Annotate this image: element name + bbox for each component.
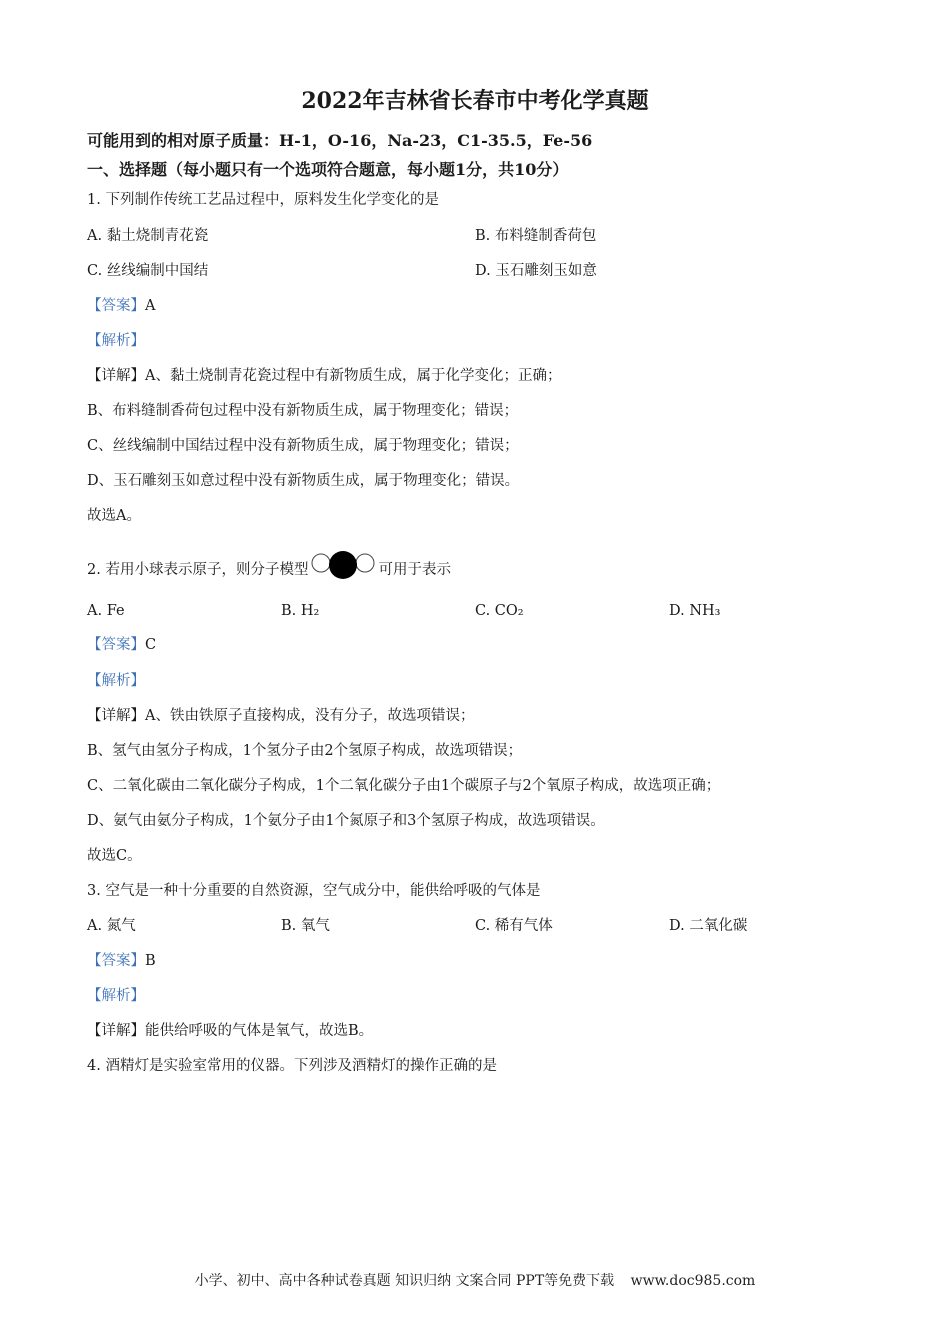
q2-stem <box>87 550 451 580</box>
q2-option-b: B. H₂ <box>281 603 320 619</box>
q2-stem-after: 可用于表示 <box>378 562 451 578</box>
molecule-model-icon <box>310 550 376 580</box>
q3-option-c: C. 稀有气体 <box>475 918 553 934</box>
q3-detail <box>87 1021 373 1041</box>
q2-detail-a <box>87 706 474 726</box>
detail-label: 【详解】 <box>87 708 145 724</box>
footer-text: 小学、初中、高中各种试卷真题 知识归纳 文案合同 PPT等免费下载 <box>194 1273 615 1289</box>
page-title: 2022年吉林省长春市中考化学真题 <box>301 88 649 114</box>
q3-answer-value: B <box>145 953 156 969</box>
q3-analysis-label: 【解析】 <box>87 988 145 1004</box>
q1-option-b: B. 布料缝制香荷包 <box>475 228 597 244</box>
q1-detail-c: C、丝线编制中国结过程中没有新物质生成，属于物理变化；错误； <box>87 438 519 454</box>
q2-option-a: A. Fe <box>87 603 125 619</box>
q3-option-d: D. 二氧化碳 <box>669 918 748 934</box>
q1-conclusion: 故选A。 <box>87 508 141 524</box>
atomic-masses: 可能用到的相对原子质量：H-1，O-16，Na-23，C1-35.5，Fe-56 <box>87 131 593 150</box>
q1-option-d: D. 玉石雕刻玉如意 <box>475 263 597 279</box>
q2-option-d: D. NH₃ <box>669 603 721 619</box>
q2-detail-d: D、氨气由氨分子构成，1个氨分子由1个氮原子和3个氢原子构成，故选项错误。 <box>87 813 605 829</box>
section-heading: 一、选择题（每小题只有一个选项符合题意，每小题1分，共10分） <box>87 160 569 179</box>
page-footer <box>0 1270 950 1290</box>
answer-label: 【答案】 <box>87 953 145 969</box>
q2-answer <box>87 635 156 655</box>
q3-detail-text: 能供给呼吸的气体是氧气，故选B。 <box>145 1023 374 1039</box>
q1-analysis-label: 【解析】 <box>87 333 145 349</box>
q3-option-b: B. 氧气 <box>281 918 330 934</box>
q2-detail-b: B、氢气由氢分子构成，1个氢分子由2个氢原子构成，故选项错误； <box>87 743 523 759</box>
q2-detail-a-text: A、铁由铁原子直接构成，没有分子，故选项错误； <box>145 708 475 724</box>
q1-answer-value: A <box>145 298 156 314</box>
footer-link[interactable]: www.doc985.com <box>630 1273 756 1289</box>
q2-stem-before: 2. 若用小球表示原子，则分子模型 <box>87 562 309 578</box>
q1-stem: 1. 下列制作传统工艺品过程中，原料发生化学变化的是 <box>87 192 439 208</box>
detail-label: 【详解】 <box>87 368 145 384</box>
q1-detail-d: D、玉石雕刻玉如意过程中没有新物质生成，属于物理变化；错误。 <box>87 473 520 489</box>
q2-detail-c: C、二氧化碳由二氧化碳分子构成，1个二氧化碳分子由1个碳原子与2个氧原子构成，故选项正确； <box>87 778 721 794</box>
q1-option-a: A. 黏土烧制青花瓷 <box>87 228 209 244</box>
detail-label: 【详解】 <box>87 1023 145 1039</box>
q1-detail-a <box>87 366 561 386</box>
q2-conclusion: 故选C。 <box>87 848 142 864</box>
q1-answer <box>87 296 155 316</box>
answer-label: 【答案】 <box>87 298 145 314</box>
q3-answer <box>87 951 156 971</box>
q3-option-a: A. 氮气 <box>87 918 136 934</box>
q1-detail-a-text: A、黏土烧制青花瓷过程中有新物质生成，属于化学变化；正确； <box>145 368 562 384</box>
answer-label: 【答案】 <box>87 637 145 653</box>
q2-option-c: C. CO₂ <box>475 603 524 619</box>
q4-stem: 4. 酒精灯是实验室常用的仪器。下列涉及酒精灯的操作正确的是 <box>87 1058 497 1074</box>
q3-stem: 3. 空气是一种十分重要的自然资源，空气成分中，能供给呼吸的气体是 <box>87 883 541 899</box>
q2-analysis-label: 【解析】 <box>87 673 145 689</box>
q1-option-c: C. 丝线编制中国结 <box>87 263 209 279</box>
q1-detail-b: B、布料缝制香荷包过程中没有新物质生成，属于物理变化；错误； <box>87 403 519 419</box>
q2-answer-value: C <box>145 637 157 653</box>
